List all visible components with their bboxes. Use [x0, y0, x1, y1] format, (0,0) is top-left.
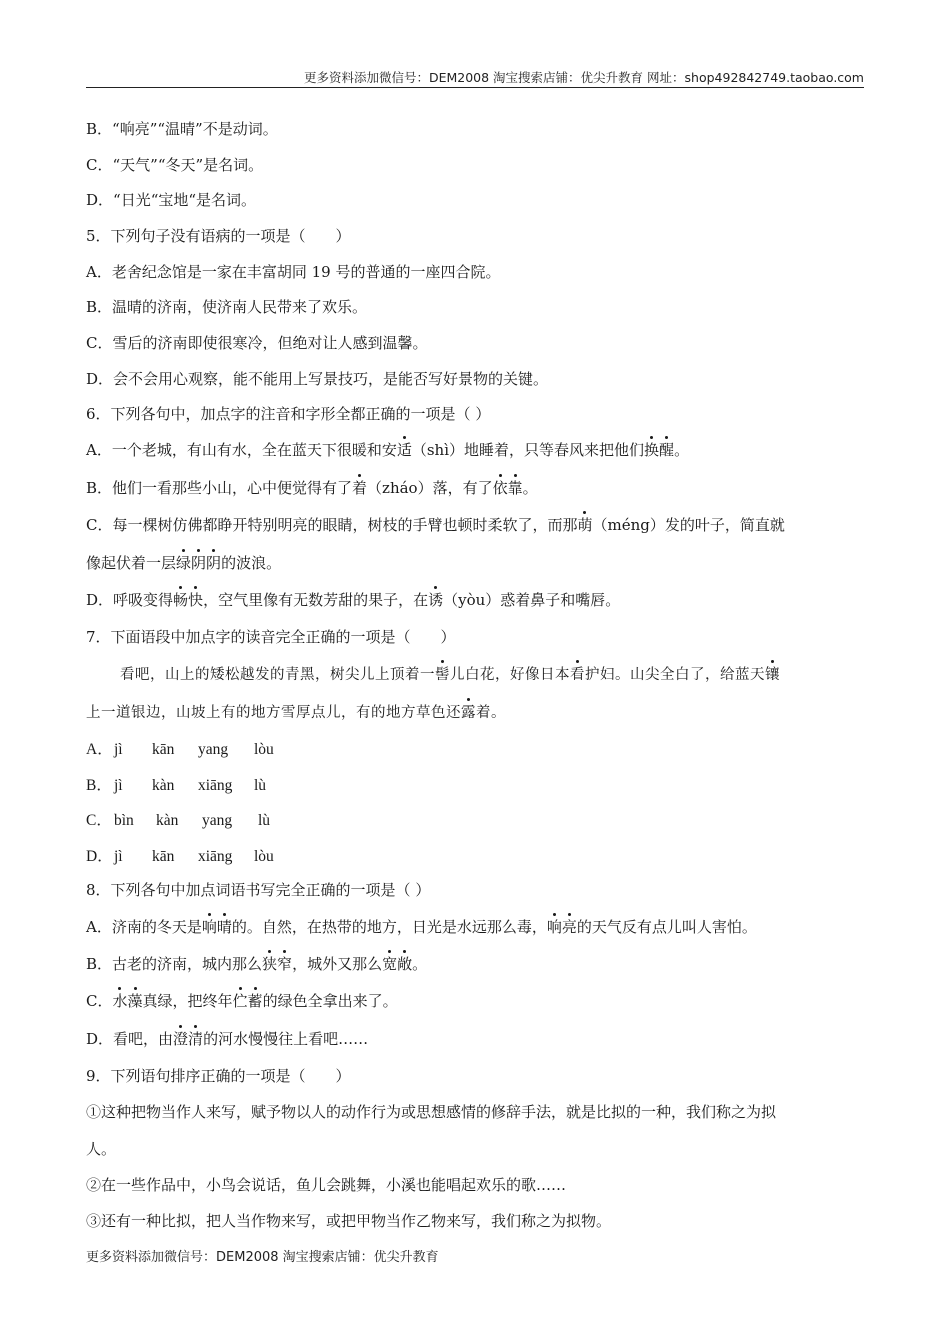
- dotted-char: 亮: [561, 918, 577, 936]
- dotted-char: 适: [396, 441, 412, 459]
- dotted-char: 醒: [659, 441, 675, 459]
- q7-option-b: B． jì kàn xiāng lù: [86, 777, 267, 794]
- q5-option-c: C．雪后的济南即使很寒冷，但绝对让人感到温馨。: [86, 334, 428, 352]
- q5-option-d: D．会不会用心观察，能不能用上写景技巧，是能否写好景物的关键。: [86, 370, 549, 388]
- dotted-char: 敞: [397, 955, 413, 973]
- dotted-char: 依: [492, 479, 508, 497]
- q7-option-d: D．jì kān xiāng lòu: [86, 848, 274, 865]
- q4-option-b: B．“响亮”“温晴”不是动词。: [86, 120, 278, 138]
- q5-option-a: A．老舍纪念馆是一家在丰富胡同 19 号的普通的一座四合院。: [86, 263, 501, 281]
- q6-option-d: D．呼吸变得畅快，空气里像有无数芳甜的果子，在诱（yòu）惑着鼻子和嘴唇。: [86, 591, 621, 609]
- q9-sentence-1-cont: 人。: [86, 1140, 117, 1158]
- dotted-char: 伫: [232, 992, 248, 1010]
- q9-sentence-1: ①这种把物当作人来写，赋予物以人的动作行为或思想感情的修辞手法，就是比拟的一种，我们称之为拟: [86, 1103, 777, 1121]
- dotted-char: 诱: [428, 591, 444, 609]
- q9-stem: 9．下列语句排序正确的一项是（ ）: [86, 1067, 351, 1085]
- q6-option-b: B．他们一看那些小山，心中便觉得有了着（zháo）落，有了依靠。: [86, 479, 538, 497]
- dotted-char: 响: [201, 918, 217, 936]
- q7-passage-line1: 看吧，山上的矮松越发的青黑，树尖儿上顶着一髻儿白花，好像日本看护妇。山尖全白了，给蓝天镶: [120, 663, 780, 684]
- page-header: 更多资料添加微信号：DEM2008 淘宝搜索店铺：优尖升教育 网址：shop492842749.taobao.com: [303, 70, 864, 85]
- dotted-char: 髻: [435, 663, 450, 684]
- q8-option-b: B．古老的济南，城内那么狭窄，城外又那么宽敞。: [86, 955, 428, 973]
- q6-option-a: A．一个老城，有山有水，全在蓝天下很暖和安适（shì）地睡着，只等春风来把他们换醒。: [86, 441, 690, 459]
- dotted-char: 畅: [173, 591, 189, 609]
- dotted-char: 蓄: [247, 992, 263, 1010]
- dotted-char: 澄: [173, 1030, 189, 1048]
- dotted-char: 阴: [206, 554, 222, 572]
- q8-option-c: C．水藻真绿，把终年伫蓄的绿色全拿出来了。: [86, 992, 398, 1010]
- q6-stem: 6．下列各句中，加点字的注音和字形全都正确的一项是（ ）: [86, 405, 491, 423]
- q4-option-c: C．“天气”“冬天”是名词。: [86, 156, 264, 174]
- dotted-char: 响: [546, 918, 562, 936]
- dotted-char: 绿: [176, 554, 192, 572]
- q7-passage-line2: 上一道银边，山坡上有的地方雪厚点儿，有的地方草色还露着。: [86, 701, 506, 722]
- dotted-char: 宽: [382, 955, 398, 973]
- dotted-char: 水: [112, 992, 128, 1010]
- q6-option-c-line2: 像起伏着一层绿阴阴的波浪。: [86, 554, 282, 572]
- dotted-char: 换: [644, 441, 660, 459]
- dotted-char: 窄: [277, 955, 293, 973]
- dotted-char: 着: [352, 479, 368, 497]
- dotted-char: 看: [570, 663, 585, 684]
- q5-stem: 5．下列句子没有语病的一项是（ ）: [86, 227, 351, 245]
- dotted-char: 阴: [191, 554, 207, 572]
- dotted-char: 晴: [216, 918, 232, 936]
- dotted-char: 靠: [507, 479, 523, 497]
- q8-option-d: D．看吧，由澄清的河水慢慢往上看吧……: [86, 1030, 369, 1048]
- q7-option-c: C． bìn kàn yang lù: [86, 812, 271, 829]
- dotted-char: 萌: [577, 516, 593, 534]
- q7-option-a: A．jì kān yang lòu: [86, 741, 274, 758]
- q9-sentence-3: ③还有一种比拟，把人当作物来写，或把甲物当作乙物来写，我们称之为拟物。: [86, 1212, 612, 1230]
- q8-stem: 8．下列各句中加点词语书写完全正确的一项是（ ）: [86, 881, 431, 899]
- q4-option-d: D．“日光“宝地“是名词。: [86, 191, 257, 209]
- dotted-char: 清: [188, 1030, 204, 1048]
- q6-option-c-line1: C．每一棵树仿佛都睁开特别明亮的眼睛，树枝的手臂也顿时柔软了，而那萌（méng）发的叶子，简直就: [86, 516, 785, 534]
- dotted-char: 镶: [765, 663, 780, 684]
- q8-option-a: A．济南的冬天是响晴的。自然，在热带的地方，日光是水远那么毒，响亮的天气反有点儿叫人害怕。: [86, 918, 757, 936]
- dotted-char: 狭: [262, 955, 278, 973]
- q9-sentence-2: ②在一些作品中，小鸟会说话，鱼儿会跳舞，小溪也能唱起欢乐的歌……: [86, 1176, 567, 1194]
- header-rule: [86, 87, 864, 88]
- dotted-char: 藻: [127, 992, 143, 1010]
- dotted-char: 露: [461, 701, 476, 722]
- q7-stem: 7．下面语段中加点字的读音完全正确的一项是（ ）: [86, 628, 456, 646]
- dotted-char: 快: [188, 591, 204, 609]
- q5-option-b: B．温晴的济南，使济南人民带来了欢乐。: [86, 298, 368, 316]
- page-footer: 更多资料添加微信号：DEM2008 淘宝搜索店铺：优尖升教育: [86, 1250, 439, 1265]
